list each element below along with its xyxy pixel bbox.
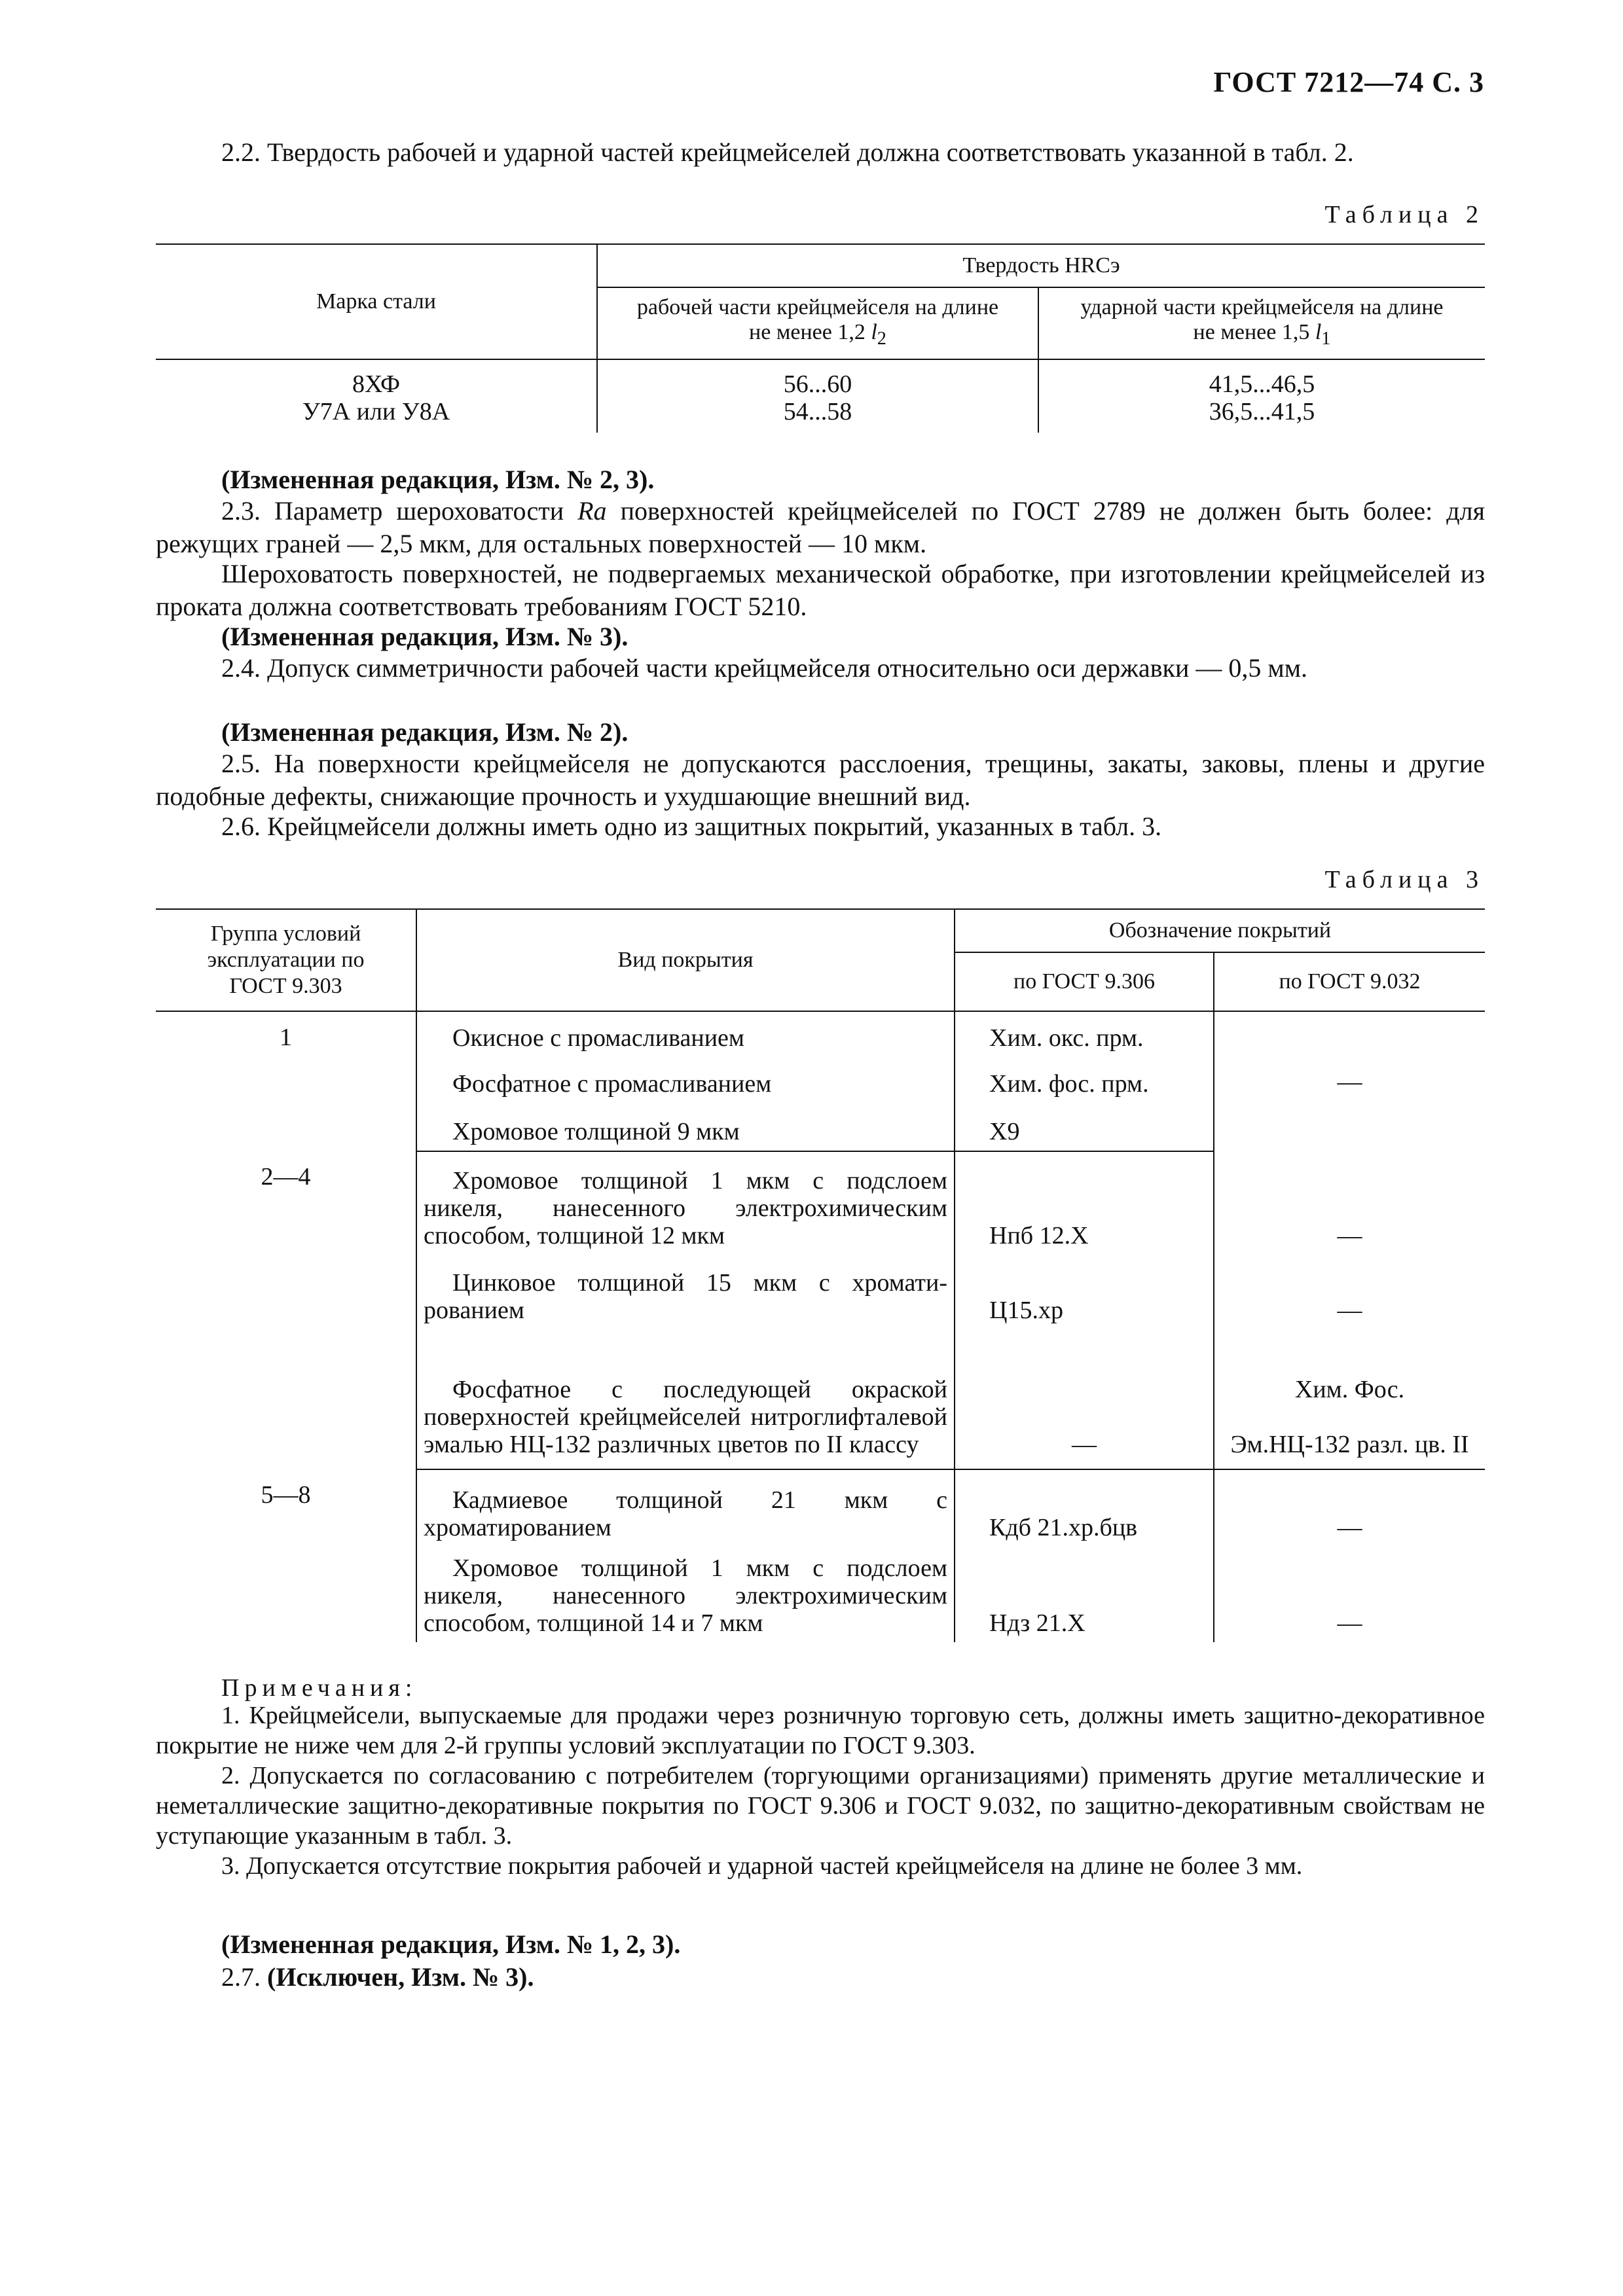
t3-header-gost-9032: по ГОСТ 9.032 [1214,952,1485,1011]
t3-g2-code-3: — [955,1329,1214,1469]
t3-g3-code-2: Ндз 21.Х [955,1547,1214,1642]
t2-cell-steel [156,359,597,433]
paragraph-2-3-end: поверхностей крейцмейселей по ГОСТ 2789 не должен быть более: для режущих граней — 2,5 мкм, для остальных поверхностей — 10 мкм. [156,496,1486,558]
note-1 [156,1700,1485,1761]
t3-header-designation: Обозначение покрытий [955,909,1485,952]
t3-g2-type-2 [416,1255,955,1329]
page-header: ГОСТ 7212—74 С. 3 [1213,66,1484,98]
paragraph-2-2-text: 2.2. Твердость рабочей и ударной частей крейцмейселей должна соответствовать указанной в табл. 2. [221,137,1354,167]
t3-g2-code-2: Ц15.хр [955,1255,1214,1329]
t3-g2-code2-3 [1214,1329,1485,1469]
t3-group-3: 5—8 [261,1481,311,1509]
paragraph-2-6 [156,810,1485,843]
t2-header-impact [1038,287,1485,359]
t3-g1-code-1: Хим. окс. прм. [955,1011,1214,1057]
t2-cell-impact [1038,359,1485,433]
t3-g1-type-3 [416,1103,955,1151]
t3-g2-type-3-text: Фосфатное с последующей окраской поверхностей крейцмейселей нитроглифталевой эмалью НЦ-132 различных цветов по II классу [424,1376,947,1458]
paragraph-2-6-text: 2.6. Крейцмейсели должны иметь одно из защитных покрытий, указанных в табл. 3. [221,812,1162,841]
paragraph-2-5-text: 2.5. На поверхности крейцмейселя не допускаются расслоения, трещины, закаты, заковы, плены и другие подобные дефекты, снижающие прочность и ухудшающие внешний вид. [156,749,1485,811]
t3-g3-code-1: Кдб 21.хр.бцв [955,1469,1214,1547]
t3-header-group: Группа условий эксплуатации по ГОСТ 9.303 [156,909,416,1011]
t3-g3-type-2-text: Хромовое толщиной 1 мкм с подслоем никеля, нанесенного электрохимическим способом, толщиной 14 и 7 мкм [424,1554,947,1637]
paragraph-2-7-number: 2.7. [221,1962,261,1992]
t2-cell-work [597,359,1038,433]
revision-note-1 [156,463,1485,496]
t3-g2-type-1-text: Хромовое толщиной 1 мкм с подслоем никеля, нанесенного электрохимическим способом, толщиной 12 мкм [424,1167,947,1249]
t3-g2-type-3 [416,1329,955,1469]
note-2-text: 2. Допускается по согласованию с потребителем (торгующими организациями) применять другие металлические и неметаллические защитно-декоративные покрытия по ГОСТ 9.306 и ГОСТ 9.032, по защитно-декоративным свойствам не уступающие указанным в табл. 3. [156,1762,1485,1850]
table-2-caption: Таблица 2 [1324,201,1484,228]
revision-note-2 [156,620,1485,653]
t3-g3-code2-2: — [1214,1547,1485,1642]
t3-g1-code-2: Хим. фос. прм. [955,1057,1214,1103]
t2-header-hardness [597,244,1485,287]
t2-header-steel: Марка стали [156,244,597,359]
t3-g2-code2-3-line1: Хим. Фос. [1294,1376,1405,1403]
paragraph-2-3-roughness-text: Шероховатость поверхностей, не подвергаемых механической обработке, при изготовлении крейцмейселей из проката должна соответствовать требованиям ГОСТ 5210. [156,559,1485,621]
t2-header-impact-line2: не менее 1,5 [1193,320,1310,345]
note-1-text: 1. Крейцмейсели, выпускаемые для продажи через розничную торговую сеть, должны иметь защитно-декоративное покрытие не ниже чем для 2-й группы условий эксплуатации по ГОСТ 9.303. [156,1702,1485,1759]
t2-header-work [597,287,1038,359]
paragraph-2-7 [156,1961,1485,1994]
notes-title-text: Примечания: [221,1674,418,1702]
revision-note-4-text: (Измененная редакция, Изм. № 1, 2, 3). [221,1929,681,1959]
notes-title [156,1672,1485,1704]
t2-header-impact-subscript: 1 [1321,328,1331,349]
revision-note-3-text: (Измененная редакция, Изм. № 2). [221,717,629,747]
table-3 [156,908,1485,1642]
t2-header-work-subscript: 2 [877,328,886,349]
t3-g1-type-2 [416,1057,955,1103]
t2-header-work-line2: не менее 1,2 [749,320,866,345]
revision-note-3 [156,716,1485,749]
table-2 [156,243,1485,433]
note-2 [156,1761,1485,1851]
t3-g3-code2-1: — [1214,1469,1485,1547]
table-3-caption: Таблица 3 [1324,866,1484,893]
t3-g1-type-3-text: Хромовое толщиной 9 мкм [452,1118,740,1145]
t2-steel-1: У7А или У8А [302,398,450,425]
t3-g3-type-2 [416,1547,955,1642]
t3-g1-code2: — [1214,1011,1485,1151]
ra-symbol: Ra [577,496,607,526]
t3-g1-type-1-text: Окисное с промасливанием [452,1024,744,1052]
paragraph-2-3 [156,495,1485,560]
t2-work-0: 56...60 [783,370,852,398]
t2-header-work-symbol: l [871,320,877,345]
revision-note-2-text: (Измененная редакция, Изм. № 3). [221,622,629,651]
paragraph-2-4 [156,652,1485,685]
t3-g1-type-1 [416,1011,955,1057]
paragraph-2-4-text: 2.4. Допуск симметричности рабочей части крейцмейселя относительно оси державки — 0,5 мм. [221,653,1308,683]
t3-header-type: Вид покрытия [416,909,955,1011]
paragraph-2-2 [156,136,1485,169]
t3-g2-code2-2: — [1214,1255,1485,1329]
t2-header-impact-line1: ударной части крейцмейселя на длине [1080,295,1444,320]
t3-group-1: 1 [280,1024,292,1051]
t3-g2-code2-1: — [1214,1151,1485,1255]
t3-g2-code-1: Нпб 12.Х [955,1151,1214,1255]
t3-g2-type-2-text: Цинковое толщиной 15 мкм с хроматированием [424,1269,947,1324]
t3-header-gost-9306: по ГОСТ 9.306 [955,952,1214,1011]
paragraph-2-3-start: 2.3. Параметр шероховатости [221,496,564,526]
revision-note-4 [156,1928,1485,1961]
paragraph-2-3-roughness [156,558,1485,623]
t2-steel-0: 8ХФ [352,370,401,398]
paragraph-2-5 [156,747,1485,813]
t3-g1-type-2-text: Фосфатное с промасливанием [452,1070,772,1098]
t2-header-impact-symbol: l [1315,320,1322,345]
note-3 [156,1851,1485,1881]
t3-group-2: 2—4 [261,1163,311,1191]
t2-header-work-line1: рабочей части крейцмейселя на длине [636,295,999,320]
t2-impact-0: 41,5...46,5 [1209,370,1315,398]
t2-header-hardness-text: Твердость HRCэ [962,253,1120,278]
t3-g3-type-1-text: Кадмиевое толщиной 21 мкм с хроматированием [424,1486,947,1541]
t2-impact-1: 36,5...41,5 [1209,398,1315,425]
t3-g2-type-1 [416,1151,955,1255]
t3-g1-code-3: Х9 [955,1103,1214,1151]
revision-note-1-text: (Измененная редакция, Изм. № 2, 3). [221,465,655,494]
note-3-text: 3. Допускается отсутствие покрытия рабочей и ударной частей крейцмейселя на длине не более 3 мм. [221,1852,1303,1880]
t2-work-1: 54...58 [783,398,852,425]
t3-g2-code2-3-line2: Эм.НЦ-132 разл. цв. II [1230,1431,1469,1458]
paragraph-2-7-text: (Исключен, Изм. № 3). [267,1962,534,1992]
t3-g3-type-1 [416,1469,955,1547]
